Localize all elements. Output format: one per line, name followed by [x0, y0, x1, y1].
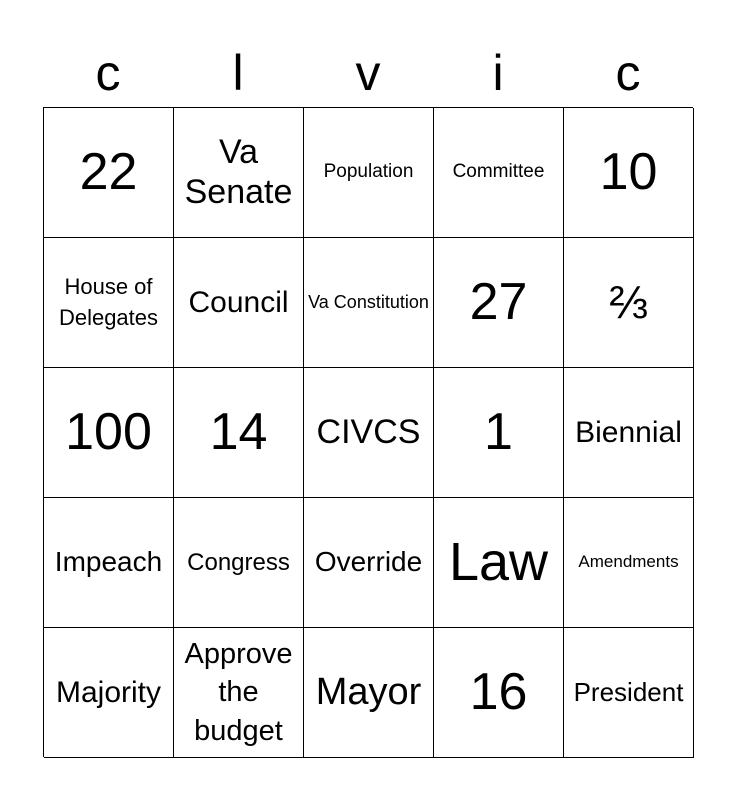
cell-label: Majority: [55, 676, 161, 709]
bingo-cell[interactable]: [44, 108, 174, 238]
bingo-cell[interactable]: [434, 238, 564, 368]
cell-label: House of Delegates: [58, 273, 159, 330]
header-letter-3: v: [355, 45, 381, 101]
cell-label: Amendments: [578, 552, 679, 572]
bingo-header: [43, 40, 693, 106]
bingo-cell[interactable]: [44, 368, 174, 498]
cell-label: Committee: [452, 161, 545, 183]
cell-label: Va Constitution: [308, 292, 429, 313]
cell-label: President: [573, 676, 684, 707]
bingo-cell[interactable]: [304, 108, 434, 238]
cell-label: 1: [484, 403, 513, 462]
bingo-cell[interactable]: [174, 108, 304, 238]
bingo-cell[interactable]: [564, 368, 694, 498]
bingo-cell[interactable]: [434, 498, 564, 628]
cell-label: 100: [65, 403, 152, 462]
cell-label: CIVCS: [316, 412, 421, 451]
cell-label: Approve the budget: [184, 637, 293, 747]
bingo-board: [43, 107, 693, 757]
cell-label: Mayor: [315, 670, 422, 713]
cell-label: 27: [469, 273, 528, 332]
cell-label: Va Senate: [184, 133, 293, 211]
cell-label: 16: [469, 663, 528, 722]
bingo-cell[interactable]: [44, 238, 174, 368]
bingo-cell[interactable]: [174, 628, 304, 758]
cell-label: 14: [209, 403, 268, 462]
cell-label: Population: [323, 161, 414, 183]
bingo-cell[interactable]: [434, 368, 564, 498]
bingo-cell[interactable]: [304, 628, 434, 758]
bingo-cell[interactable]: [434, 628, 564, 758]
cell-label: Biennial: [575, 416, 682, 449]
cell-label: Council: [188, 286, 289, 319]
bingo-cell[interactable]: [174, 368, 304, 498]
bingo-cell[interactable]: [564, 628, 694, 758]
bingo-cell[interactable]: [44, 498, 174, 628]
cell-label: 10: [599, 143, 658, 202]
cell-label: ⅔: [609, 276, 648, 329]
bingo-cell[interactable]: [304, 368, 434, 498]
cell-label: Law: [448, 532, 549, 593]
bingo-cell[interactable]: [304, 238, 434, 368]
cell-label: Congress: [187, 548, 290, 576]
bingo-cell[interactable]: [174, 498, 304, 628]
bingo-cell[interactable]: [564, 238, 694, 368]
cell-label: Impeach: [54, 546, 163, 578]
cell-label: 22: [79, 143, 138, 202]
bingo-cell[interactable]: [174, 238, 304, 368]
header-letter-4: i: [492, 45, 504, 101]
header-letter-1: c: [95, 45, 121, 101]
cell-label: Override: [314, 546, 423, 578]
bingo-cell[interactable]: [564, 498, 694, 628]
bingo-cell[interactable]: [44, 628, 174, 758]
bingo-cell[interactable]: [564, 108, 694, 238]
bingo-cell[interactable]: [304, 498, 434, 628]
header-letter-2: l: [232, 45, 244, 101]
header-letter-5: c: [615, 45, 641, 101]
bingo-cell[interactable]: [434, 108, 564, 238]
